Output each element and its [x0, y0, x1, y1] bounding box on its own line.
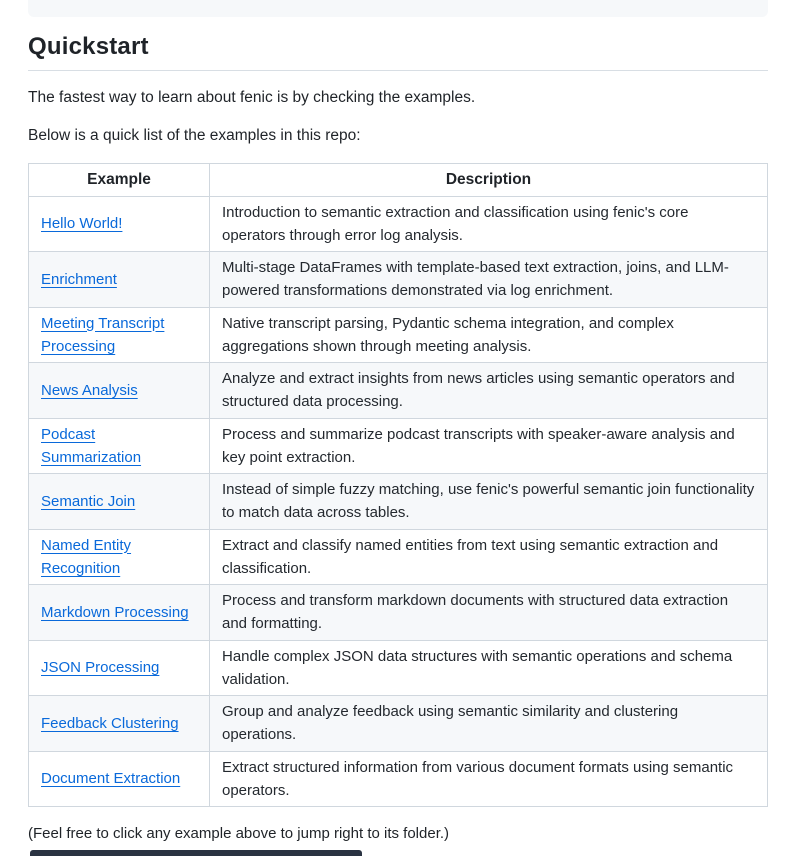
- example-link-news-analysis[interactable]: News Analysis: [41, 381, 138, 399]
- example-cell: [29, 585, 210, 641]
- table-row: [29, 640, 768, 696]
- table-row: [29, 307, 768, 363]
- description-cell: Process and transform markdown documents with structured data extraction and formatting.: [210, 585, 768, 641]
- examples-table: [28, 163, 768, 808]
- column-header-description: Description: [210, 163, 768, 196]
- table-row: [29, 418, 768, 474]
- example-link-semantic-join[interactable]: Semantic Join: [41, 492, 136, 510]
- example-cell: [29, 363, 210, 419]
- description-cell: Analyze and extract insights from news articles using semantic operators and structured data processing.: [210, 363, 768, 419]
- description-cell: Group and analyze feedback using semantic similarity and clustering operations.: [210, 696, 768, 752]
- description-cell: Handle complex JSON data structures with semantic operations and schema validation.: [210, 640, 768, 696]
- example-link-enrichment[interactable]: Enrichment: [41, 270, 117, 288]
- example-cell: [29, 696, 210, 752]
- example-cell: [29, 529, 210, 585]
- example-link-named-entity-recognition[interactable]: Named Entity Recognition: [41, 536, 132, 577]
- footer-note: (Feel free to click any example above to jump right to its folder.): [28, 825, 450, 842]
- example-cell: [29, 252, 210, 308]
- table-row: [29, 529, 768, 585]
- example-link-document-extraction[interactable]: Document Extraction: [41, 770, 181, 788]
- table-header-row: [29, 163, 768, 196]
- example-link-podcast-summarization[interactable]: Podcast Summarization: [41, 425, 142, 466]
- code-block-partial: [28, 0, 768, 17]
- page-title: Quickstart: [28, 33, 768, 71]
- example-cell: [29, 640, 210, 696]
- intro-paragraph-1: The fastest way to learn about fenic is by checking the examples.: [28, 89, 476, 106]
- table-row: [29, 252, 768, 308]
- description-cell: Multi-stage DataFrames with template-based text extraction, joins, and LLM-powered transformations demonstrated via log enrichment.: [210, 252, 768, 308]
- table-row: [29, 196, 768, 252]
- description-cell: Instead of simple fuzzy matching, use fenic's powerful semantic join functionality to match data across tables.: [210, 474, 768, 530]
- example-link-hello-world[interactable]: Hello World!: [41, 215, 123, 233]
- document-body: [0, 33, 790, 846]
- example-cell: [29, 307, 210, 363]
- description-cell: Extract and classify named entities from text using semantic extraction and classification.: [210, 529, 768, 585]
- column-header-example: Example: [29, 163, 210, 196]
- description-cell: Extract structured information from various document formats using semantic operators.: [210, 751, 768, 807]
- table-row: [29, 751, 768, 807]
- description-cell: Introduction to semantic extraction and classification using fenic's core operators through error log analysis.: [210, 196, 768, 252]
- example-cell: [29, 751, 210, 807]
- table-row: [29, 696, 768, 752]
- table-row: [29, 585, 768, 641]
- example-link-meeting-transcript-processing[interactable]: Meeting Transcript Processing: [41, 314, 165, 355]
- example-link-json-processing[interactable]: JSON Processing: [41, 659, 160, 677]
- example-link-markdown-processing[interactable]: Markdown Processing: [41, 603, 189, 621]
- dark-element-partial: [30, 850, 362, 856]
- table-row: [29, 474, 768, 530]
- example-link-feedback-clustering[interactable]: Feedback Clustering: [41, 714, 179, 732]
- example-cell: [29, 418, 210, 474]
- table-row: [29, 363, 768, 419]
- description-cell: Native transcript parsing, Pydantic schema integration, and complex aggregations shown through meeting analysis.: [210, 307, 768, 363]
- example-cell: [29, 474, 210, 530]
- example-cell: [29, 196, 210, 252]
- description-cell: Process and summarize podcast transcripts with speaker-aware analysis and key point extraction.: [210, 418, 768, 474]
- intro-paragraph-2: Below is a quick list of the examples in this repo:: [28, 127, 361, 145]
